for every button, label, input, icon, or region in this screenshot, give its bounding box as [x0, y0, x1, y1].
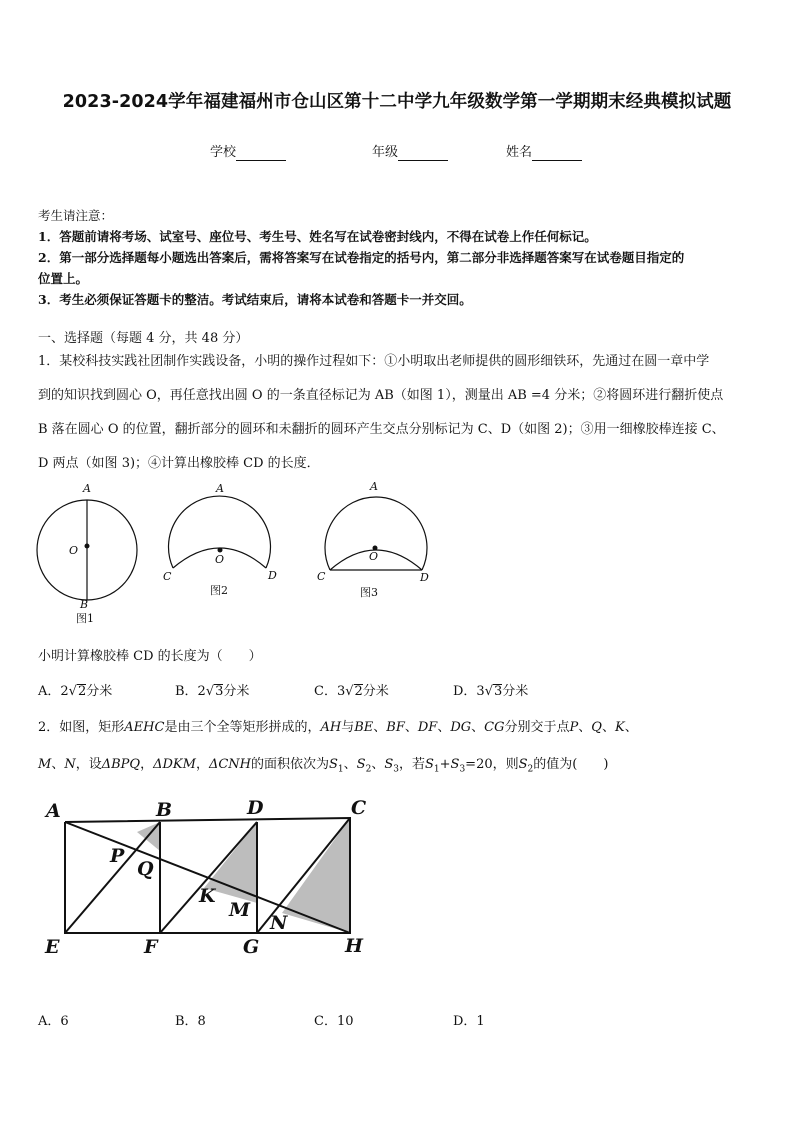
- q2-label-q: Q: [137, 858, 154, 880]
- q1-figures: [30, 478, 450, 628]
- fig1-center-dot: [85, 544, 90, 549]
- q2-text: 2．如图，矩形: [38, 720, 125, 735]
- q2-math: N: [64, 757, 76, 772]
- name-blank[interactable]: [532, 145, 582, 161]
- q2-math: AH: [320, 720, 342, 735]
- q2-text: 、: [343, 757, 357, 772]
- q2-text: 、: [624, 720, 638, 735]
- fig3-label-c: C: [317, 570, 326, 583]
- notice-item: 3．考生必须保证答题卡的整洁。考试结束后，请将本试卷和答题卡一并交回。: [38, 292, 472, 307]
- q1-option-a[interactable]: [38, 680, 112, 699]
- fig3-label-d: D: [420, 571, 429, 584]
- option-unit: 分米: [86, 684, 113, 699]
- q2-text: 分别交于点: [504, 720, 570, 735]
- sqrt-symbol: √: [345, 684, 354, 699]
- option-prefix: C．3: [314, 684, 346, 699]
- q2-math: =20: [465, 757, 493, 772]
- radicand: 2: [354, 684, 363, 699]
- q2-math: S: [384, 757, 394, 772]
- q2-math: S: [329, 757, 338, 772]
- q2-text: 、: [404, 720, 418, 735]
- grade-field: [372, 141, 448, 161]
- q2-label-g: G: [243, 936, 260, 958]
- q2-subscript: 2: [527, 764, 534, 775]
- q2-math: ΔBPQ: [101, 757, 141, 772]
- q2-math: ΔDKM: [153, 757, 196, 772]
- school-field: [210, 141, 286, 161]
- q2-label-f: F: [144, 936, 158, 958]
- grade-label: 年级: [372, 145, 399, 160]
- q2-label-h: H: [345, 935, 363, 957]
- q2-text: 的面积依次为: [251, 757, 330, 772]
- sqrt-symbol: √: [484, 684, 493, 699]
- q2-math: BF: [386, 720, 405, 735]
- fig2-label-a: A: [216, 482, 224, 495]
- fig2-center-dot: [218, 548, 223, 553]
- option-unit: 分米: [362, 684, 389, 699]
- section-heading: 一、选择题（每题 4 分，共 48 分）: [38, 331, 249, 346]
- q2-math: Q: [591, 720, 602, 735]
- notice-item: 位置上。: [38, 271, 89, 286]
- option-prefix: A．2: [38, 684, 69, 699]
- q2-text: 、: [371, 757, 385, 772]
- q2-text: ，若: [398, 757, 425, 772]
- q2-subscript: 1: [433, 764, 440, 775]
- q2-math: AEHC: [124, 720, 165, 735]
- option-unit: 分米: [502, 684, 529, 699]
- q2-option-d[interactable]: D．1: [453, 1014, 485, 1029]
- q2-option-c[interactable]: C．10: [314, 1014, 354, 1029]
- q2-text: 、: [373, 720, 387, 735]
- q2-math: S: [518, 757, 528, 772]
- q1-line: B 落在圆心 O 的位置，翻折部分的圆环和未翻折的圆环产生交点分别标记为 C、D（如图 2)；③用一细橡胶棒连接 C、: [38, 422, 725, 437]
- q2-text: 、: [437, 720, 451, 735]
- school-blank[interactable]: [236, 145, 286, 161]
- q2-label-e: E: [45, 936, 60, 958]
- q2-label-p: P: [110, 845, 125, 867]
- q2-math: S: [356, 757, 366, 772]
- q2-math: BE: [354, 720, 374, 735]
- school-label: 学校: [210, 145, 237, 160]
- notice-heading: 考生请注意：: [38, 208, 114, 223]
- q2-text: ，: [195, 757, 209, 772]
- q1-question: 小明计算橡胶棒 CD 的长度为（ ）: [38, 649, 262, 664]
- q1-line: D 两点（如图 3)；④计算出橡胶棒 CD 的长度．: [38, 456, 320, 471]
- q2-label-k: K: [199, 885, 216, 907]
- fig2-label-o: O: [215, 553, 225, 566]
- q2-math: P: [569, 720, 579, 735]
- sqrt-symbol: √: [68, 684, 77, 699]
- q2-math: DG: [450, 720, 472, 735]
- fig2-label-c: C: [163, 570, 172, 583]
- q2-text: 是由三个全等矩形拼成的，: [164, 720, 321, 735]
- option-prefix: B．2: [175, 684, 206, 699]
- q2-stem-line1: [38, 716, 638, 735]
- q1-line: 1．某校科技实践社团制作实践设备，小明的操作过程如下：①小明取出老师提供的圆形细铁环，先通过在圆一章中学: [38, 354, 710, 369]
- q2-math: +S: [439, 757, 460, 772]
- q1-line: 到的知识找到圆心 O，再任意找出圆 O 的一条直径标记为 AB（如图 1），测量出 AB =4 分米；②将圆环进行翻折使点: [38, 388, 724, 403]
- q2-label-a: A: [46, 800, 61, 822]
- exam-notice: [38, 205, 768, 310]
- fig1-label-b: B: [80, 598, 89, 611]
- fig3-caption: 图3: [360, 586, 378, 599]
- q2-subscript: 3: [393, 764, 399, 775]
- fig1-caption: 图1: [76, 612, 94, 625]
- fig3-label-a: A: [370, 480, 378, 493]
- name-field: [506, 141, 582, 161]
- q2-text: ，则: [492, 757, 519, 772]
- q1-option-d[interactable]: [453, 680, 528, 699]
- notice-item: 2．第一部分选择题每小题选出答案后，需将答案写在试卷指定的括号内，第二部分非选择题答案写在试卷题目指定的: [38, 250, 685, 265]
- q2-text: 、: [601, 720, 615, 735]
- sqrt-symbol: √: [205, 684, 215, 699]
- option-prefix: D．3: [453, 684, 485, 699]
- q2-figure: [40, 795, 380, 965]
- q2-option-b[interactable]: B．8: [175, 1014, 206, 1029]
- q2-math: M: [38, 757, 52, 772]
- q2-subscript: 1: [337, 764, 344, 775]
- q2-text: ，: [140, 757, 154, 772]
- q2-stem-line2: [38, 753, 608, 775]
- name-label: 姓名: [506, 145, 533, 160]
- q1-option-b[interactable]: [175, 680, 249, 699]
- q1-stem: [38, 345, 762, 481]
- q2-subscript: 2: [365, 764, 372, 775]
- fig1-label-a: A: [83, 482, 91, 495]
- fig2-caption: 图2: [210, 584, 228, 597]
- q2-label-d: D: [247, 797, 264, 819]
- fig1-label-o: O: [69, 544, 79, 557]
- notice-item: 1．答题前请将考场、试室号、座位号、考生号、姓名写在试卷密封线内，不得在试卷上作任何标记。: [38, 229, 597, 244]
- q2-math: S: [424, 757, 434, 772]
- q2-option-a[interactable]: A．6: [38, 1014, 69, 1029]
- page-title: 2023-2024学年福建福州市仓山区第十二中学九年级数学第一学期期末经典模拟试题: [62, 92, 732, 112]
- q2-subscript: 3: [459, 764, 466, 775]
- grade-blank[interactable]: [398, 145, 448, 161]
- segment-ah: [65, 822, 350, 933]
- option-unit: 分米: [223, 684, 250, 699]
- radicand: 2: [77, 684, 87, 699]
- radicand: 3: [494, 684, 503, 699]
- q2-text: 、: [51, 757, 65, 772]
- q2-label-b: B: [156, 799, 173, 821]
- q2-math: CG: [484, 720, 505, 735]
- q2-text: ，设: [75, 757, 102, 772]
- radicand: 3: [215, 684, 224, 699]
- q2-text: 的值为( ): [533, 757, 609, 772]
- q2-label-m: M: [229, 899, 251, 921]
- q2-math: K: [614, 720, 625, 735]
- fig2-label-d: D: [268, 569, 277, 582]
- shaded-triangle-cnh: [282, 818, 350, 933]
- q2-text: 、: [471, 720, 485, 735]
- q1-option-c[interactable]: [314, 680, 389, 699]
- q2-text: 、: [578, 720, 592, 735]
- q2-label-n: N: [270, 912, 288, 934]
- q2-math: ΔCNH: [208, 757, 251, 772]
- q2-math: DF: [417, 720, 438, 735]
- fig3-label-o: O: [369, 550, 379, 563]
- q2-label-c: C: [351, 797, 367, 819]
- q2-text: 与: [341, 720, 355, 735]
